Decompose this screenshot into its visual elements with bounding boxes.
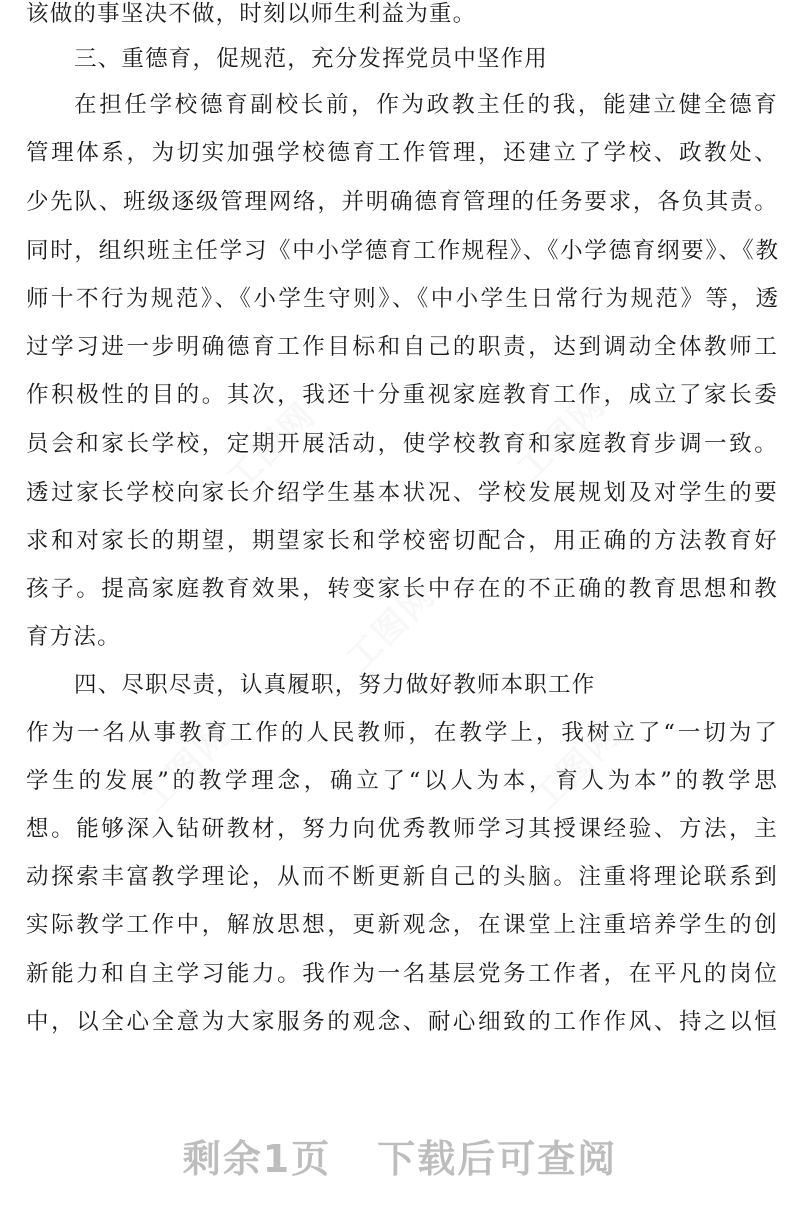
- text-line: 作积极性的目的。其次，我还十分重视家庭教育工作，成立了家长委: [26, 382, 778, 408]
- text-line: 作为一名从事教育工作的人民教师，在教学上，我树立了“一切为了: [26, 720, 778, 746]
- download-to-view-label: 下载后可查阅: [377, 1137, 618, 1181]
- text-line: 透过家长学校向家长介绍学生基本状况、学校发展规划及对学生的要: [26, 480, 778, 506]
- section-heading: 四、尽职尽责，认真履职，努力做好教师本职工作: [74, 672, 596, 698]
- text-line: 育方法。: [26, 624, 121, 650]
- text-line: 学生的发展”的教学理念，确立了“以人为本，育人为本”的教学思: [26, 768, 778, 794]
- watermark: 工图网: [509, 384, 614, 490]
- text-line: 管理体系，为切实加强学校德育工作管理，还建立了学校、政教处、: [26, 140, 778, 166]
- watermark: 工图网: [134, 714, 239, 820]
- watermark: 工图网: [524, 714, 629, 820]
- text-line: 新能力和自主学习能力。我作为一名基层党务工作者，在平凡的岗位: [26, 961, 778, 987]
- text-line: 动探索丰富教学理论，从而不断更新自己的头脑。注重将理论联系到: [26, 864, 778, 890]
- text-line: 在担任学校德育副校长前，作为政教主任的我，能建立健全德育: [74, 92, 778, 118]
- watermark: 工图网: [339, 574, 444, 680]
- text-line: 实际教学工作中，解放思想，更新观念，在课堂上注重培养学生的创: [26, 912, 778, 938]
- text-line: 该做的事坚决不做，时刻以师生利益为重。: [26, 1, 477, 27]
- text-line: 孩子。提高家庭教育效果，转变家长中存在的不正确的教育思想和教: [26, 576, 778, 602]
- text-line: 少先队、班级逐级管理网络，并明确德育管理的任务要求，各负其责。: [26, 189, 778, 215]
- watermark: 工图网: [219, 394, 324, 500]
- text-line: 员会和家长学校，定期开展活动，使学校教育和家庭教育步调一致。: [26, 431, 778, 457]
- remaining-pages-label: 剩余1页: [182, 1137, 332, 1181]
- text-line: 同时，组织班主任学习《中小学德育工作规程》、《小学德育纲要》、《教: [26, 238, 778, 264]
- text-line: 中，以全心全意为大家服务的观念、耐心细致的工作作风、持之以恒: [26, 1009, 778, 1035]
- text-line: 求和对家长的期望，期望家长和学校密切配合，用正确的方法教育好: [26, 528, 778, 554]
- text-line: 过学习进一步明确德育工作目标和自己的职责，达到调动全体教师工: [26, 334, 778, 360]
- text-line: 师十不行为规范》、《小学生守则》、《中小学生日常行为规范》等，透: [26, 286, 778, 312]
- download-prompt[interactable]: [0, 1128, 800, 1183]
- section-heading: 三、重德育，促规范，充分发挥党员中坚作用: [74, 46, 549, 72]
- text-line: 想。能够深入钻研教材，努力向优秀教师学习其授课经验、方法，主: [26, 816, 778, 842]
